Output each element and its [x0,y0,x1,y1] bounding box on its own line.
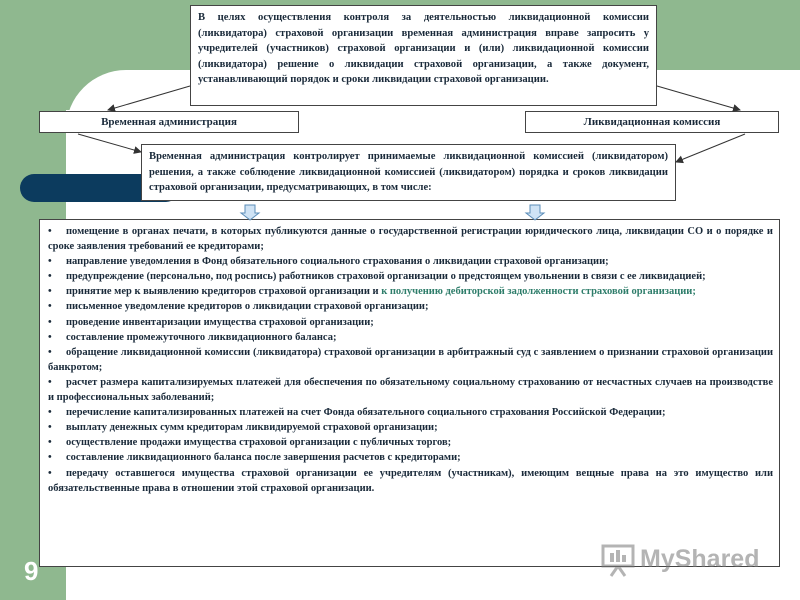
list-item: • расчет размера капитализируемых платежей для обеспечения по обязательному социальному страхованию от несчастных случаев на производстве и профессиональных заболеваний; [48,376,773,404]
bullet-icon: • [48,271,52,283]
temporary-administration-label: Временная администрация [101,116,237,128]
list-item: • составление промежуточного ликвидационного баланса; [48,330,773,345]
list-item: • предупреждение (персонально, под роспись) работников страховой организации о предстоящем увольнении в связи с ее ликвидацией; [48,269,773,284]
accent-text: к получению дебиторской задолженности страховой организации; [381,286,696,298]
list-item: • помещение в органах печати, в которых публикуются данные о государственной регистрации юридического лица, ликвидации СО и о порядке и сроке заявления требований ее кредиторами; [48,226,773,253]
watermark-text: MyShared [640,545,760,573]
list-item: • выплату денежных сумм кредиторам ликвидируемой страховой организации; [48,420,773,435]
arrow-top-to-admin [108,86,190,110]
list-item: • принятие мер к выявлению кредиторов страховой организации и к получению дебиторской задолженности страховой организации; [48,284,773,299]
list-item: • составление ликвидационного баланса после завершения расчетов с кредиторами; [48,450,773,465]
bullet-icon: • [48,346,52,358]
bullet-icon: • [48,331,52,343]
bullet-icon: • [48,422,52,434]
bullet-icon: • [48,407,52,419]
list-item: • обращение ликвидационной комиссии (ликвидатора) страховой организации в арбитражный суд с заявлением о признании страховой организации банкротом; [48,346,773,373]
watermark-logo [600,543,770,577]
control-rights-text: В целях осуществления контроля за деятельностью ликвидационной комиссии (ликвидатора) страховой организации временная администрация вправе запросить у учредителей (участников) страховой организации и (или) ликвидационной комиссии (ликвидатора) решение о ликвидации страховой организации, а также документ, устанавливающий порядок и сроки ликвидации страховой организации. [198,12,649,85]
bullet-icon: • [48,226,52,237]
bullet-icon: • [48,467,52,479]
bullet-icon: • [48,376,52,388]
bullet-icon: • [48,286,52,298]
slide-number: 9 [24,556,39,586]
bullet-icon: • [48,452,52,464]
list-item: • направление уведомления в Фонд обязательного социального страхования о ликвидации страховой организации; [48,254,773,269]
arrow-admin-to-scope [78,134,141,152]
list-item: • перечисление капитализированных платежей на счет Фонда обязательного социального страхования Российской Федерации; [48,405,773,420]
bullet-icon: • [48,437,52,449]
down-arrow-icon [526,205,544,220]
list-item: • осуществление продажи имущества страховой организации с публичных торгов; [48,435,773,450]
arrow-top-to-commission [657,86,740,110]
list-item: • проведение инвентаризации имущества страховой организации; [48,315,773,330]
arrow-commission-to-scope [676,134,745,162]
down-arrow-icon [241,205,259,220]
bullet-icon: • [48,316,52,328]
control-scope-text: Временная администрация контролирует принимаемые ликвидационной комиссией (ликвидатором) решения, а также соблюдение ликвидационной комиссией (ликвидатором) порядка и сроков ликвидации страховой организации, предусматривающих, в том числе: [149,151,668,193]
liquidation-commission-label: Ликвидационная комиссия [583,116,721,128]
presentation-icon [600,543,636,577]
bullet-icon: • [48,256,52,268]
bullet-icon: • [48,301,52,313]
list-item: • письменное уведомление кредиторов о ликвидации страховой организации; [48,299,773,314]
list-item: • передачу оставшегося имущества страховой организации ее учредителям (участникам), имеющим вещные права на это имущество или обязательственные права в отношении этой страховой организации. [48,467,773,494]
